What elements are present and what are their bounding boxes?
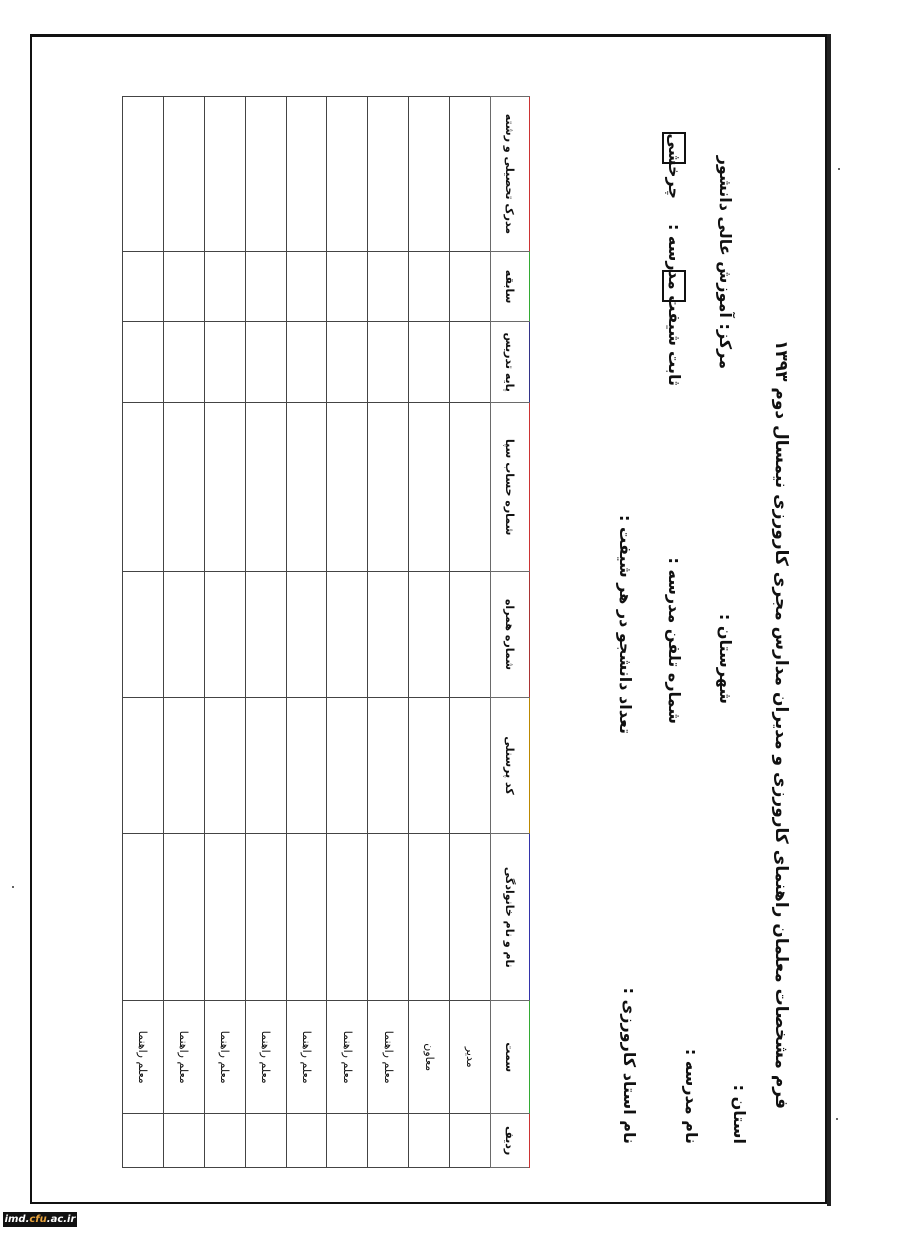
cell[interactable] (123, 697, 164, 834)
cell[interactable] (286, 572, 327, 697)
cell[interactable] (123, 834, 164, 1001)
cell[interactable] (327, 402, 368, 572)
cell[interactable] (286, 697, 327, 834)
table-row (286, 97, 327, 1168)
teachers-table (122, 96, 530, 1168)
header-code: کد پرسنلی (491, 697, 530, 834)
cell[interactable] (204, 697, 245, 834)
cell[interactable] (245, 834, 286, 1001)
header-name: نام و نام خانوادگی (491, 834, 530, 1001)
cell[interactable] (245, 251, 286, 322)
ostan-label: استان : (730, 1084, 749, 1144)
role-cell: معلم راهنما (123, 1001, 164, 1114)
cell[interactable] (327, 697, 368, 834)
table-row (450, 97, 491, 1168)
cell[interactable] (409, 97, 450, 252)
role-cell: معلم راهنما (164, 1001, 205, 1114)
role-cell: معلم راهنما (204, 1001, 245, 1114)
footer-logo (3, 1212, 77, 1227)
cell[interactable] (164, 834, 205, 1001)
cell[interactable] (286, 97, 327, 252)
table-header-row (491, 97, 530, 1168)
cell[interactable] (327, 251, 368, 322)
role-cell: معاون (409, 1001, 450, 1114)
cell[interactable] (286, 402, 327, 572)
cell[interactable] (409, 251, 450, 322)
cell[interactable] (123, 402, 164, 572)
school-name-label: نام مدرسه : (682, 1048, 701, 1144)
cell[interactable] (368, 572, 409, 697)
ostad-label: نام استاد کارورزی : (620, 987, 639, 1144)
cell[interactable] (327, 322, 368, 403)
cell[interactable] (204, 1114, 245, 1168)
cell[interactable] (368, 97, 409, 252)
table-row (123, 97, 164, 1168)
cell[interactable] (123, 1114, 164, 1168)
markaz-label: مرکز: آموزش عالی دانشور (716, 155, 735, 369)
cell[interactable] (450, 402, 491, 572)
cell[interactable] (327, 1114, 368, 1168)
cell[interactable] (164, 97, 205, 252)
cell[interactable] (286, 834, 327, 1001)
table-row (164, 97, 205, 1168)
sabet-label: ثابت (665, 351, 684, 386)
cell[interactable] (450, 97, 491, 252)
header-sepa: شماره حساب سپا (491, 402, 530, 572)
cell[interactable] (204, 322, 245, 403)
role-cell: معلم راهنما (286, 1001, 327, 1114)
cell[interactable] (409, 402, 450, 572)
cell[interactable] (164, 572, 205, 697)
cell[interactable] (286, 322, 327, 403)
sabet-checkbox[interactable] (662, 270, 686, 302)
cell[interactable] (368, 1114, 409, 1168)
cell[interactable] (450, 1114, 491, 1168)
cell[interactable] (368, 322, 409, 403)
header-sabeqe: سابقه (491, 251, 530, 322)
cell[interactable] (123, 97, 164, 252)
cell[interactable] (368, 834, 409, 1001)
cell[interactable] (450, 697, 491, 834)
cell[interactable] (409, 697, 450, 834)
role-cell: معلم راهنما (327, 1001, 368, 1114)
cell[interactable] (245, 322, 286, 403)
cell[interactable] (245, 402, 286, 572)
table-row (409, 97, 450, 1168)
cell[interactable] (327, 572, 368, 697)
charkheshi-checkbox[interactable] (662, 132, 686, 164)
cell[interactable] (123, 322, 164, 403)
cell[interactable] (245, 697, 286, 834)
cell[interactable] (164, 322, 205, 403)
shahrestan-label: شهرستان : (716, 613, 735, 704)
phone-label: شماره تلفن مدرسه : (665, 557, 684, 724)
cell[interactable] (123, 572, 164, 697)
cell[interactable] (123, 251, 164, 322)
table-row (245, 97, 286, 1168)
scan-speck (12, 886, 14, 888)
shift-label: شیفت مدرسه : (665, 223, 684, 346)
cell[interactable] (450, 322, 491, 403)
table-row (204, 97, 245, 1168)
cell[interactable] (204, 834, 245, 1001)
charkheshi-label: چرخشی (665, 133, 684, 199)
header-semat: سمت (491, 1001, 530, 1114)
cell[interactable] (327, 834, 368, 1001)
cell[interactable] (245, 97, 286, 252)
logo-mid: cfu (29, 1214, 47, 1225)
header-madrak: مدرک تحصیلی و رشته (491, 97, 530, 252)
logo-prefix: imd. (4, 1214, 30, 1225)
scan-speck (836, 1118, 838, 1120)
cell[interactable] (245, 1114, 286, 1168)
role-cell: معلم راهنما (245, 1001, 286, 1114)
header-radif: ردیف (491, 1114, 530, 1168)
table-row (327, 97, 368, 1168)
cell[interactable] (409, 834, 450, 1001)
cell[interactable] (450, 251, 491, 322)
cell[interactable] (204, 97, 245, 252)
cell[interactable] (204, 402, 245, 572)
header-paye: پایه تدریس (491, 322, 530, 403)
role-cell: مدیر (450, 1001, 491, 1114)
logo-suffix: .ac.ir (46, 1214, 76, 1225)
cell[interactable] (245, 572, 286, 697)
cell[interactable] (204, 572, 245, 697)
cell[interactable] (368, 251, 409, 322)
cell[interactable] (450, 572, 491, 697)
cell[interactable] (409, 322, 450, 403)
role-cell: معلم راهنما (368, 1001, 409, 1114)
header-mobile: شماره همراه (491, 572, 530, 697)
student-count-label: تعداد دانشجو در هر شیفت : (616, 515, 635, 734)
cell[interactable] (327, 97, 368, 252)
cell[interactable] (286, 1114, 327, 1168)
form-sheet (30, 34, 827, 1204)
cell[interactable] (409, 572, 450, 697)
page-edge (827, 34, 831, 1206)
cell[interactable] (204, 251, 245, 322)
form-title: فرم مشخصات معلمان راهنمای کارورزی و مدیران مدارس مجری کارورزی نیمسال دوم ۱۳۹۳ (771, 339, 791, 1109)
table-row (368, 97, 409, 1168)
cell[interactable] (450, 834, 491, 1001)
cell[interactable] (368, 402, 409, 572)
cell[interactable] (409, 1114, 450, 1168)
cell[interactable] (286, 251, 327, 322)
scan-speck (838, 168, 840, 170)
cell[interactable] (164, 697, 205, 834)
cell[interactable] (164, 251, 205, 322)
cell[interactable] (164, 1114, 205, 1168)
cell[interactable] (164, 402, 205, 572)
cell[interactable] (368, 697, 409, 834)
